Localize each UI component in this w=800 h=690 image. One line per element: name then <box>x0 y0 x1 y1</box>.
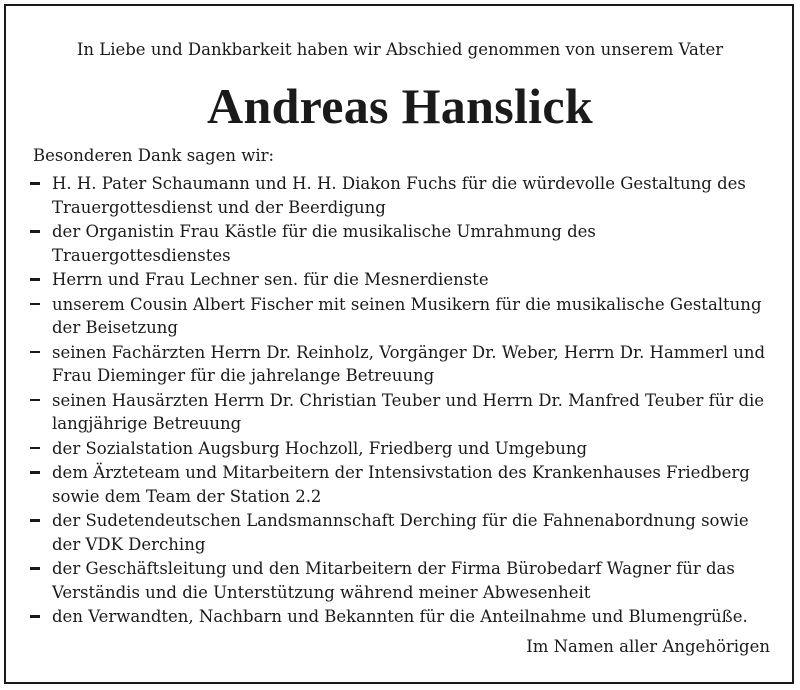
dash-icon <box>30 182 40 185</box>
list-item <box>28 268 773 292</box>
list-item <box>28 437 773 461</box>
list-item-text: der Geschäftsleitung und den Mitarbeitern der Firma Bürobedarf Wagner für das Verständis und die Unterstützung während meiner Abwesenheit <box>52 559 735 602</box>
list-item-text: der Organistin Frau Kästle für die musikalische Umrahmung des Trauergottesdienstes <box>52 222 596 265</box>
thanks-heading: Besonderen Dank sagen wir: <box>33 146 275 165</box>
thanks-list <box>28 172 773 630</box>
list-item-text: dem Ärzteteam und Mitarbeitern der Intensivstation des Krankenhauses Friedberg sowie dem Team der Station 2.2 <box>52 463 750 506</box>
list-item <box>28 172 773 219</box>
list-item-text: seinen Hausärzten Herrn Dr. Christian Teuber und Herrn Dr. Manfred Teuber für die langjährige Betreuung <box>52 390 765 433</box>
list-item-text: der Sudetendeutschen Landsmannschaft Derching für die Fahnenabordnung sowie der VDK Derching <box>52 511 749 554</box>
dash-icon <box>30 471 40 474</box>
intro-text: In Liebe und Dankbarkeit haben wir Abschied genommen von unserem Vater <box>76 40 724 59</box>
list-item <box>28 220 773 267</box>
list-item <box>28 557 773 604</box>
dash-icon <box>30 519 40 522</box>
list-item-text: H. H. Pater Schaumann und H. H. Diakon Fuchs für die würdevolle Gestaltung des Trauergottesdienst und der Beerdigung <box>52 174 746 217</box>
list-item-text: den Verwandten, Nachbarn und Bekannten für die Anteilnahme und Blumengrüße. <box>52 607 748 626</box>
dash-icon <box>30 447 40 450</box>
dash-icon <box>30 303 40 306</box>
signoff: Im Namen aller Angehörigen <box>526 637 770 656</box>
list-item <box>28 605 773 629</box>
list-item-text: der Sozialstation Augsburg Hochzoll, Friedberg und Umgebung <box>52 438 588 458</box>
list-item-text: Herrn und Frau Lechner sen. für die Mesnerdienste <box>52 270 489 289</box>
list-item <box>28 389 773 436</box>
dash-icon <box>30 351 40 354</box>
list-item <box>28 293 773 340</box>
list-item-text: seinen Fachärzten Herrn Dr. Reinholz, Vorgänger Dr. Weber, Herrn Dr. Hammerl und Frau Dieminger für die jahrelange Betreuung <box>52 342 766 385</box>
dash-icon <box>30 230 40 233</box>
list-item <box>28 509 773 556</box>
dash-icon <box>30 278 40 281</box>
dash-icon <box>30 615 40 618</box>
dash-icon <box>30 399 40 402</box>
list-item-text: unserem Cousin Albert Fischer mit seinen Musikern für die musikalische Gestaltung der Beisetzung <box>52 294 762 337</box>
list-item <box>28 341 773 388</box>
list-item <box>28 461 773 508</box>
dash-icon <box>30 567 40 570</box>
deceased-name: Andreas Hanslick <box>207 78 593 134</box>
